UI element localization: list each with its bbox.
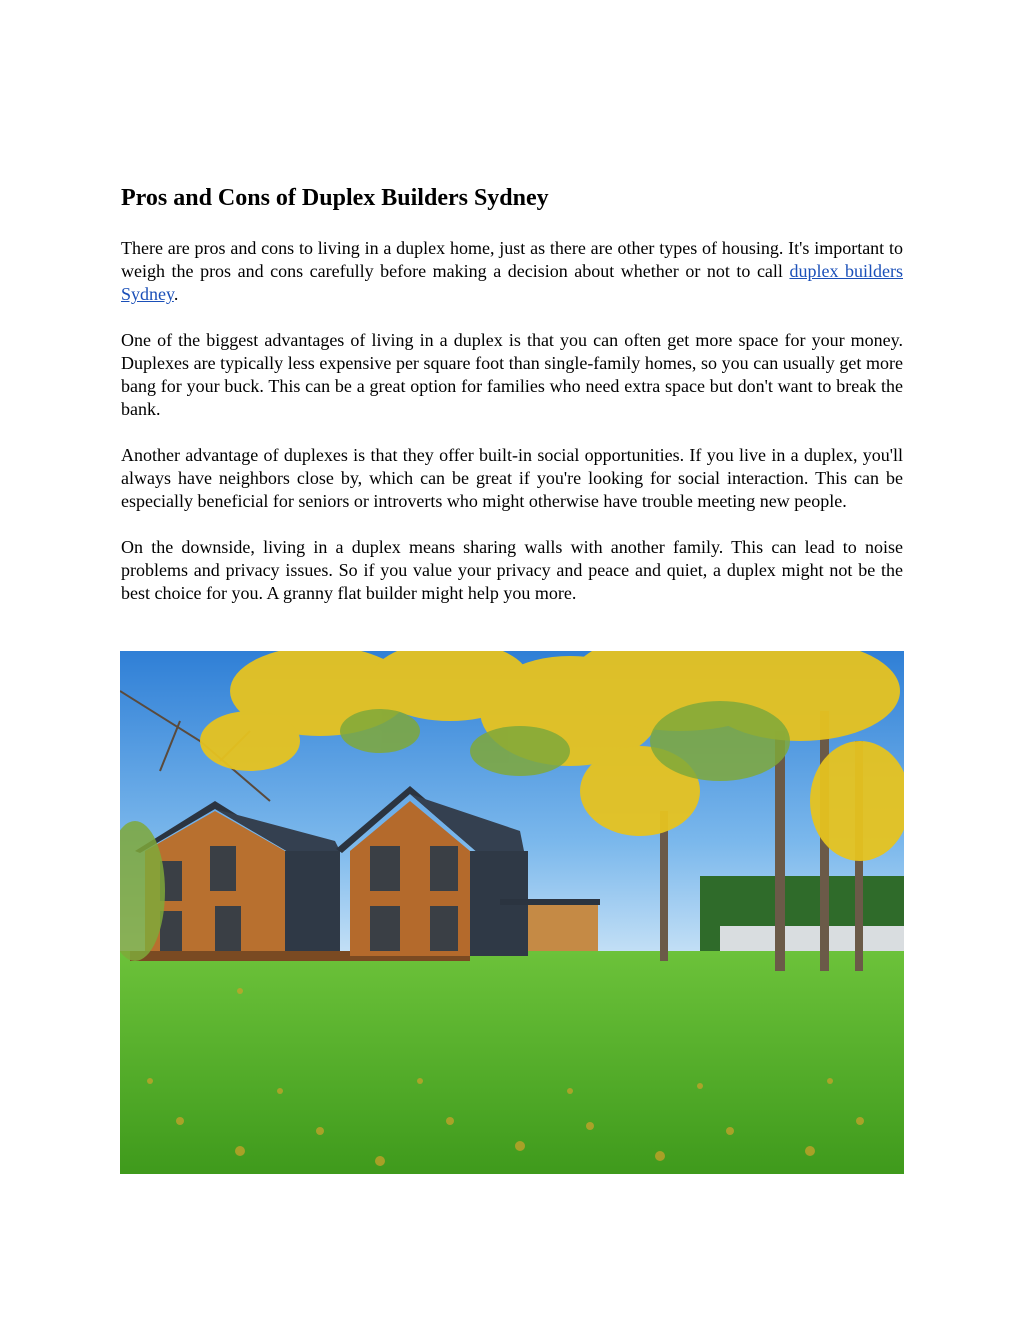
paragraph-space: One of the biggest advantages of living in a duplex is that you can often get more space for your money. Duplexes are typically less expensive per square foot than single-family homes, so you can usually get more bang for your buck. This can be a great option for families who need extra space but don't want to break the bank. [121, 330, 903, 419]
lawn [120, 951, 904, 1174]
article [121, 181, 903, 628]
article-title: Pros and Cons of Duplex Builders Sydney [121, 185, 549, 211]
paragraph-intro-end: . [173, 284, 179, 304]
duplex-builders-link[interactable]: duplex builders Sydney [121, 261, 903, 304]
paragraph-intro-text: There are pros and cons to living in a duplex home, just as there are other types of housing. It's important to weigh the pros and cons carefully before making a decision about whether or not to call [121, 238, 903, 281]
paragraph-social: Another advantage of duplexes is that they offer built-in social opportunities. If you live in a duplex, you'll always have neighbors close by, which can be great if you're looking for social interaction. This can be especially beneficial for seniors or introverts who might otherwise have trouble meeting new people. [121, 445, 903, 511]
paragraph-intro [121, 237, 903, 306]
paragraph-downside: On the downside, living in a duplex means sharing walls with another family. This can lead to noise problems and privacy issues. So if you value your privacy and peace and quiet, a duplex might not be the best choice for you. A granny flat builder might help you more. [121, 537, 903, 603]
carport [528, 901, 598, 951]
duplex-house-photo [120, 651, 904, 1174]
